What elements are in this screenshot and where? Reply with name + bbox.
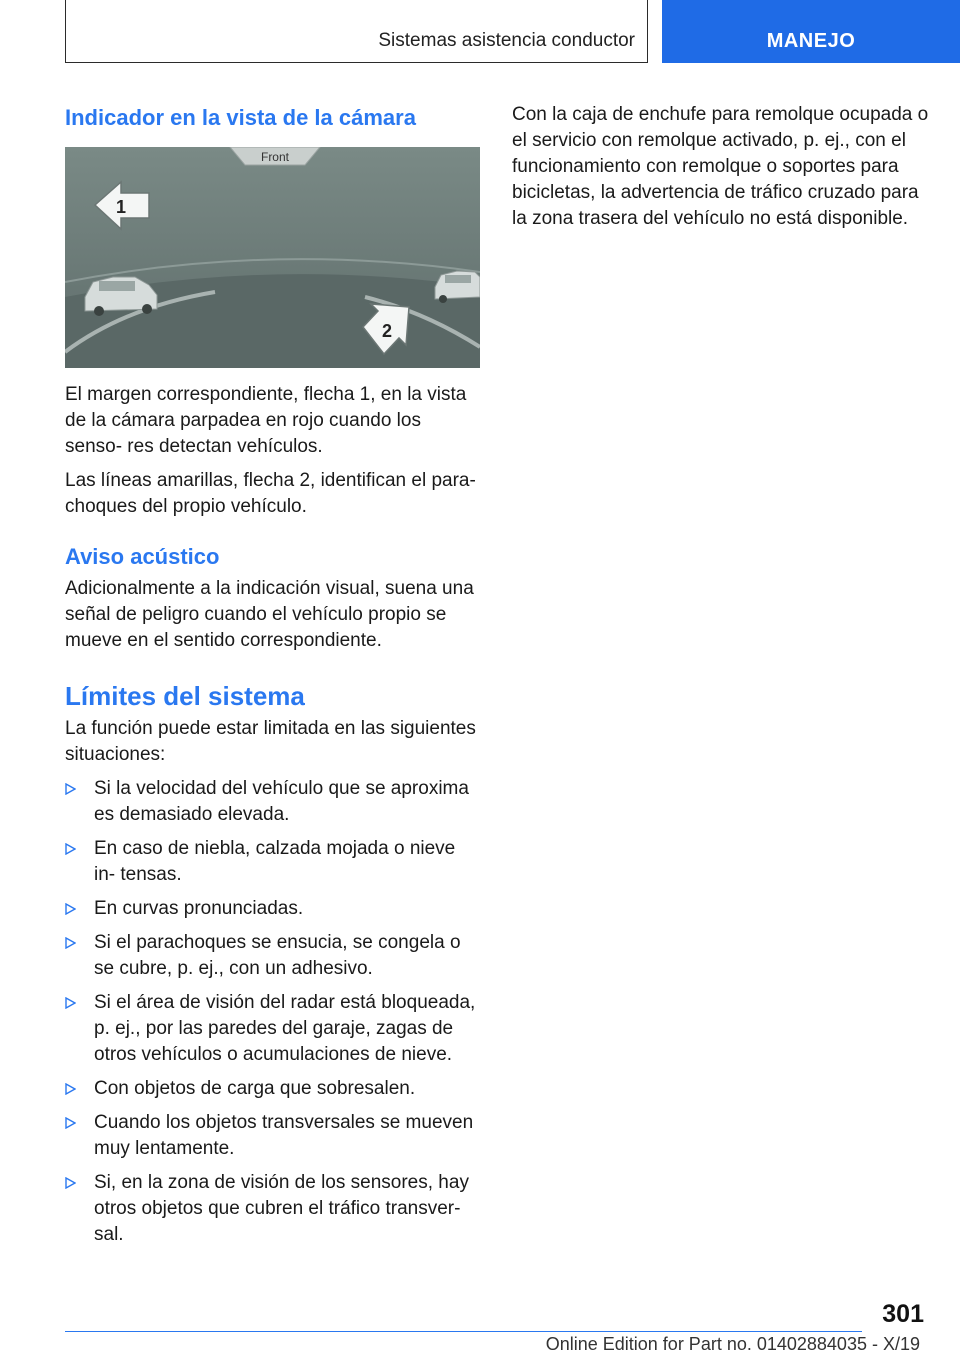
car-left-image bbox=[85, 277, 157, 316]
edition-text: Online Edition for Part no. 01402884035 - X/19 bbox=[545, 1334, 920, 1354]
arrow-2-number: 2 bbox=[381, 321, 393, 341]
list-item: En caso de niebla, calzada mojada o nieve in‐ tensas. bbox=[65, 836, 480, 888]
triangle-bullet-icon bbox=[65, 843, 76, 855]
triangle-bullet-icon bbox=[65, 997, 76, 1009]
camera-para-2: Las líneas amarillas, flecha 2, identifican el para‐ choques del propio vehículo. bbox=[65, 470, 476, 517]
triangle-bullet-icon bbox=[65, 783, 76, 795]
list-item: Cuando los objetos transversales se mueven muy lentamente. bbox=[65, 1110, 480, 1162]
front-label: Front bbox=[260, 150, 290, 164]
trailer-para: Con la caja de enchufe para remolque ocupada o el servicio con remolque activado, p. ej., con el funcionamiento con remolque o soportes para bicicletas, la advertencia de tráfico cruzado para la zona trasera del vehículo no está disponible. bbox=[512, 104, 929, 229]
acoustic-para: Adicionalmente a la indicación visual, suena una señal de peligro cuando el vehículo propio se mueve en el sentido correspondiente. bbox=[65, 578, 474, 651]
triangle-bullet-icon bbox=[65, 1177, 76, 1189]
right-column bbox=[512, 102, 932, 232]
heading-system-limits: Límites del sistema bbox=[65, 681, 305, 711]
camera-view-figure bbox=[65, 147, 480, 368]
heading-acoustic-warning: Aviso acústico bbox=[65, 544, 220, 569]
triangle-bullet-icon bbox=[65, 1083, 76, 1095]
triangle-bullet-icon bbox=[65, 1117, 76, 1129]
page-number: 301 bbox=[882, 1300, 924, 1328]
chapter-tab bbox=[662, 0, 960, 63]
list-item: Si la velocidad del vehículo que se aproxima es demasiado elevada. bbox=[65, 776, 480, 828]
header-box bbox=[65, 0, 648, 63]
camera-para-1: El margen correspondiente, flecha 1, en la vista de la cámara parpadea en rojo cuando los senso‐ res detectan vehículos. bbox=[65, 384, 467, 457]
section-title: Sistemas asistencia conductor bbox=[378, 30, 635, 51]
triangle-bullet-icon bbox=[65, 903, 76, 915]
list-item: En curvas pronunciadas. bbox=[65, 896, 480, 922]
list-item: Si, en la zona de visión de los sensores, hay otros objetos que cubren el tráfico transver‐ sal. bbox=[65, 1170, 480, 1248]
limits-list bbox=[65, 776, 480, 1248]
footer-divider bbox=[65, 1331, 862, 1332]
arrow-1-number: 1 bbox=[115, 197, 127, 217]
list-item: Si el área de visión del radar está bloqueada, p. ej., por las paredes del garaje, zagas de otros vehículos o acumulaciones de nieve. bbox=[65, 990, 480, 1068]
left-column bbox=[65, 96, 480, 1256]
limits-intro: La función puede estar limitada en las siguientes situaciones: bbox=[65, 718, 476, 765]
list-item: Con objetos de carga que sobresalen. bbox=[65, 1076, 480, 1102]
triangle-bullet-icon bbox=[65, 937, 76, 949]
list-item: Si el parachoques se ensucia, se congela o se cubre, p. ej., con un adhesivo. bbox=[65, 930, 480, 982]
chapter-tab-label: MANEJO bbox=[766, 30, 856, 52]
heading-camera-indicator: Indicador en la vista de la cámara bbox=[65, 105, 416, 130]
